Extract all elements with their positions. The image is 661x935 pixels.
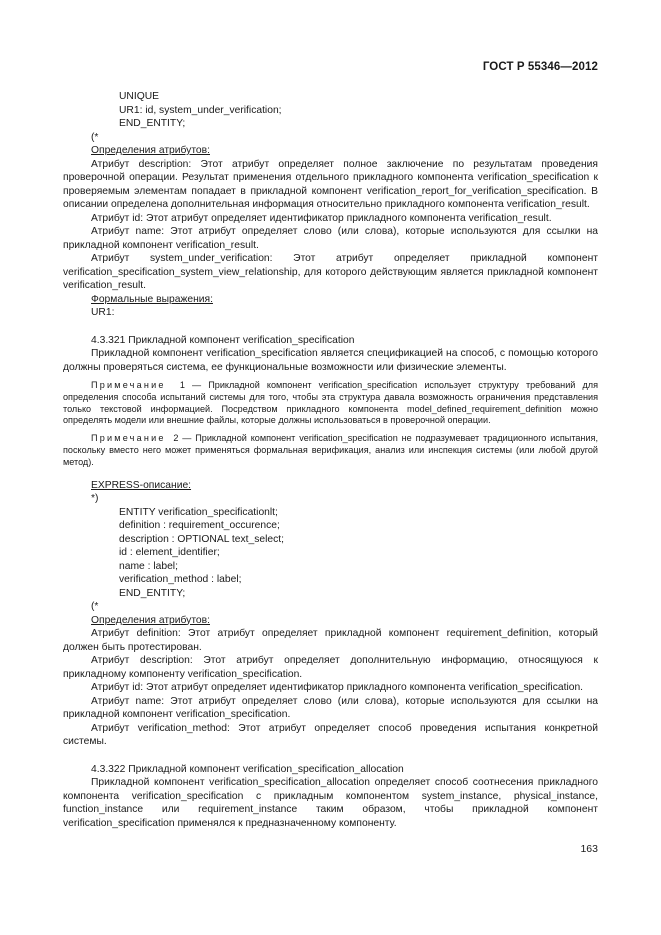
code-line: verification_method : label; <box>119 574 242 586</box>
page-number: 163 <box>580 843 598 855</box>
attribute-id: Атрибут id: Этот атрибут определяет идентификатор прикладного компонента verification_result. <box>91 212 552 224</box>
note-label: Примечание <box>91 380 166 390</box>
formal-heading: Формальные выражения: <box>91 293 213 305</box>
section-body: Прикладной компонент verification_specification является спецификацией на способ, с помощью которого должны проверяться система, ее функциональные возможности или физические элементы. <box>63 348 598 373</box>
code-line: UR1: id, system_under_verification; <box>119 104 282 116</box>
code-line: UNIQUE <box>119 91 160 102</box>
note-2 <box>63 433 598 468</box>
attribute-name: Атрибут name: Этот атрибут определяет слово (или слова), которые используются для ссылки на прикладной компонент verification_result. <box>63 226 598 251</box>
section-title: 4.3.322 Прикладной компонент verification_specification_allocation <box>91 763 404 775</box>
note-text: — Прикладной компонент verification_specification не подразумевает традиционного испытания, поскольку вместо него может применяться формальная верификация, анализ или инспекция системы (или любой другой метод). <box>63 433 598 467</box>
attribute-description: Атрибут description: Этот атрибут определяет дополнительную информацию, относящуюся к прикладному компоненту verification_specification. <box>63 655 598 680</box>
code-line: id : element_identifier; <box>119 547 220 559</box>
note-text: — Прикладной компонент verification_specification использует структуру требований для определения способа испытаний системы для того, чтобы эта структура давала возможность ограничения представления только текстовой информацией. Посредством прикладного компонента model_defined_requirement_definition можно определять модели или внешние файлы, которые должны использоваться в проверочной операции. <box>63 380 598 426</box>
standard-header: ГОСТ Р 55346—2012 <box>482 61 598 73</box>
code-line: END_ENTITY; <box>119 118 186 129</box>
note-label: Примечание <box>91 433 166 444</box>
comment-open: (* <box>91 601 99 613</box>
code-line: definition : requirement_occurence; <box>119 520 280 532</box>
code-line: ENTITY verification_specificationlt; <box>119 506 278 518</box>
express-open: *) <box>91 493 99 505</box>
section-body: Прикладной компонент verification_specification_allocation определяет способ соотнесения прикладного компонента verification_specification с прикладным компонентом system_instance, physical_instance, function_instance или requirement_instance таким образом, чтобы прикладной компонент verification_specification применялся к предназначенному компоненту. <box>63 777 598 829</box>
code-line: description : OPTIONAL text_select; <box>119 533 285 545</box>
note-number: 1 <box>179 380 185 390</box>
attr-defs-heading: Определения атрибутов: <box>91 145 210 156</box>
code-line: name : label; <box>119 560 178 572</box>
page-content <box>63 90 598 830</box>
attribute-name: Атрибут name: Этот атрибут определяет слово (или слова), которые используются для ссылки на прикладной компонент verification_specification. <box>63 695 598 721</box>
attribute-verification-method: Атрибут verification_method: Этот атрибут определяет способ проведения испытания конкретной системы. <box>63 722 598 748</box>
formal-rule: UR1: <box>91 307 115 318</box>
attribute-description: Атрибут description: Этот атрибут определяет полное заключение по результатам проведения проверочной операции. Результат применения отдельного прикладного компонента verification_specification к проверяемым элементам попадает в прикладной компонент verification_report_for_verification_specification. В описании определена дополнительная информация относительно прикладного компонента verification_result. <box>63 158 598 210</box>
attr-defs-heading: Определения атрибутов: <box>91 614 210 626</box>
express-heading: EXPRESS-описание: <box>91 479 192 491</box>
attribute-definition: Атрибут definition: Этот атрибут определяет прикладной компонент requirement_definition, который должен быть протестирован. <box>63 628 598 653</box>
attribute-system-under-verification: Атрибут system_under_verification: Этот атрибут определяет прикладной компонент verification_specification_system_view_relationship, для которого действующим является прикладной компонент verification_result. <box>63 253 598 291</box>
section-title: 4.3.321 Прикладной компонент verification_specification <box>91 334 355 346</box>
note-1 <box>63 380 598 427</box>
attribute-id: Атрибут id: Этот атрибут определяет идентификатор прикладного компонента verification_specification. <box>91 682 584 694</box>
comment-open: (* <box>91 131 99 143</box>
note-number: 2 <box>173 433 179 444</box>
code-line: END_ENTITY; <box>119 587 186 599</box>
